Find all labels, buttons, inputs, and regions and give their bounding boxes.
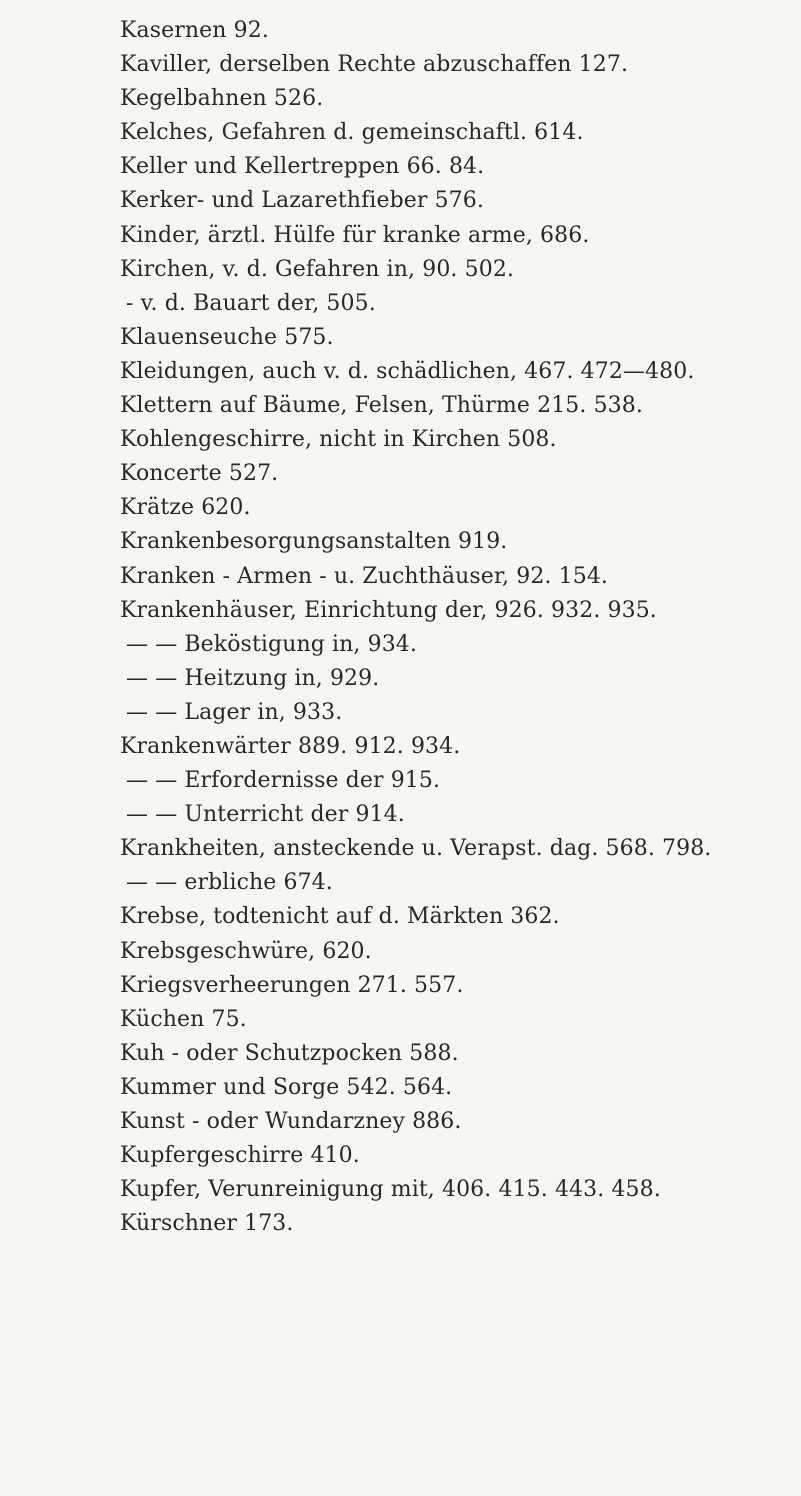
- entry-text: Krätze 620.: [120, 495, 251, 521]
- entry-text: Kunst - oder Wundarzney 886.: [120, 1109, 462, 1134]
- index-subentry: [0, 287, 801, 321]
- index-subentry: [0, 764, 801, 798]
- entry-text: Kinder, ärztl. Hülfe für kranke arme, 686.: [120, 222, 590, 248]
- entry-text: Krankenhäuser, Einrichtung der, 926. 932. 935.: [120, 597, 657, 623]
- index-entry: [0, 1173, 801, 1207]
- index-entry: [0, 935, 801, 969]
- index-entry: [0, 116, 801, 150]
- index-entry: [0, 1139, 801, 1173]
- entry-text: Kaviller, derselben Rechte abzuschaffen 127.: [120, 52, 629, 78]
- entry-text: Kupfer, Verunreinigung mit, 406. 415. 443. 458.: [120, 1177, 661, 1203]
- index-subentry: [0, 628, 801, 662]
- entry-text: Krankenbesorgungsanstalten 919.: [120, 529, 508, 555]
- index-entry: [0, 1003, 801, 1037]
- index-entry: [0, 832, 801, 866]
- entry-text: Kelches, Gefahren d. gemeinschaftl. 614.: [120, 120, 584, 146]
- entry-text: Kasernen 92.: [120, 18, 269, 43]
- index-entry: [0, 48, 801, 82]
- entry-text: Kürschner 173.: [120, 1211, 294, 1237]
- index-entry: [0, 900, 801, 934]
- index-entry: [0, 969, 801, 1003]
- entry-text: Koncerte 527.: [120, 461, 279, 487]
- index-entry: [0, 253, 801, 287]
- index-list: [0, 14, 801, 1241]
- entry-text: Keller und Kellertreppen 66. 84.: [120, 154, 485, 180]
- entry-text: Krebsgeschwüre, 620.: [120, 938, 372, 964]
- entry-text: Kegelbahnen 526.: [120, 86, 324, 112]
- index-subentry: [0, 866, 801, 900]
- entry-text: Kerker- und Lazarethfieber 576.: [120, 188, 484, 214]
- entry-text: Kirchen, v. d. Gefahren in, 90. 502.: [120, 256, 515, 282]
- index-entry: [0, 14, 801, 48]
- entry-text: Kupfergeschirre 410.: [120, 1143, 360, 1169]
- index-entry: [0, 389, 801, 423]
- index-subentry: [0, 662, 801, 696]
- entry-text: — — Beköstigung in, 934.: [126, 631, 417, 657]
- index-entry: [0, 457, 801, 491]
- entry-text: Küchen 75.: [120, 1006, 247, 1032]
- index-entry: [0, 1207, 801, 1241]
- index-entry: [0, 355, 801, 389]
- entry-text: — — Lager in, 933.: [126, 699, 343, 725]
- entry-text: Kranken - Armen - u. Zuchthäuser, 92. 154.: [120, 563, 609, 589]
- entry-text: Kohlengeschirre, nicht in Kirchen 508.: [120, 427, 557, 453]
- index-subentry: [0, 798, 801, 832]
- entry-text: Kriegsverheerungen 271. 557.: [120, 972, 464, 998]
- entry-text: — — Erfordernisse der 915.: [126, 768, 441, 794]
- index-entry: [0, 423, 801, 457]
- entry-text: Klauenseuche 575.: [120, 324, 334, 350]
- index-entry: [0, 321, 801, 355]
- index-entry: [0, 730, 801, 764]
- entry-text: Kleidungen, auch v. d. schädlichen, 467. 472—480.: [120, 358, 695, 384]
- index-entry: [0, 525, 801, 559]
- entry-text: Krankheiten, ansteckende u. Verapst. dag. 568. 798.: [120, 836, 712, 862]
- index-entry: [0, 1105, 801, 1139]
- index-entry: [0, 1071, 801, 1105]
- entry-text: — — Heitzung in, 929.: [126, 665, 380, 691]
- entry-text: - v. d. Bauart der, 505.: [126, 290, 376, 316]
- index-entry: [0, 219, 801, 253]
- entry-text: Krankenwärter 889. 912. 934.: [120, 733, 461, 759]
- index-entry: [0, 594, 801, 628]
- index-entry: [0, 560, 801, 594]
- index-entry: [0, 1037, 801, 1071]
- entry-text: Klettern auf Bäume, Felsen, Thürme 215. 538.: [120, 393, 643, 419]
- entry-text: — — Unterricht der 914.: [126, 802, 405, 828]
- index-subentry: [0, 696, 801, 730]
- index-entry: [0, 491, 801, 525]
- entry-text: Kuh - oder Schutzpocken 588.: [120, 1040, 459, 1066]
- index-entry: [0, 184, 801, 218]
- index-entry: [0, 82, 801, 116]
- entry-text: — — erbliche 674.: [126, 870, 333, 896]
- entry-text: Krebse, todtenicht auf d. Märkten 362.: [120, 904, 560, 930]
- index-entry: [0, 150, 801, 184]
- entry-text: Kummer und Sorge 542. 564.: [120, 1074, 453, 1100]
